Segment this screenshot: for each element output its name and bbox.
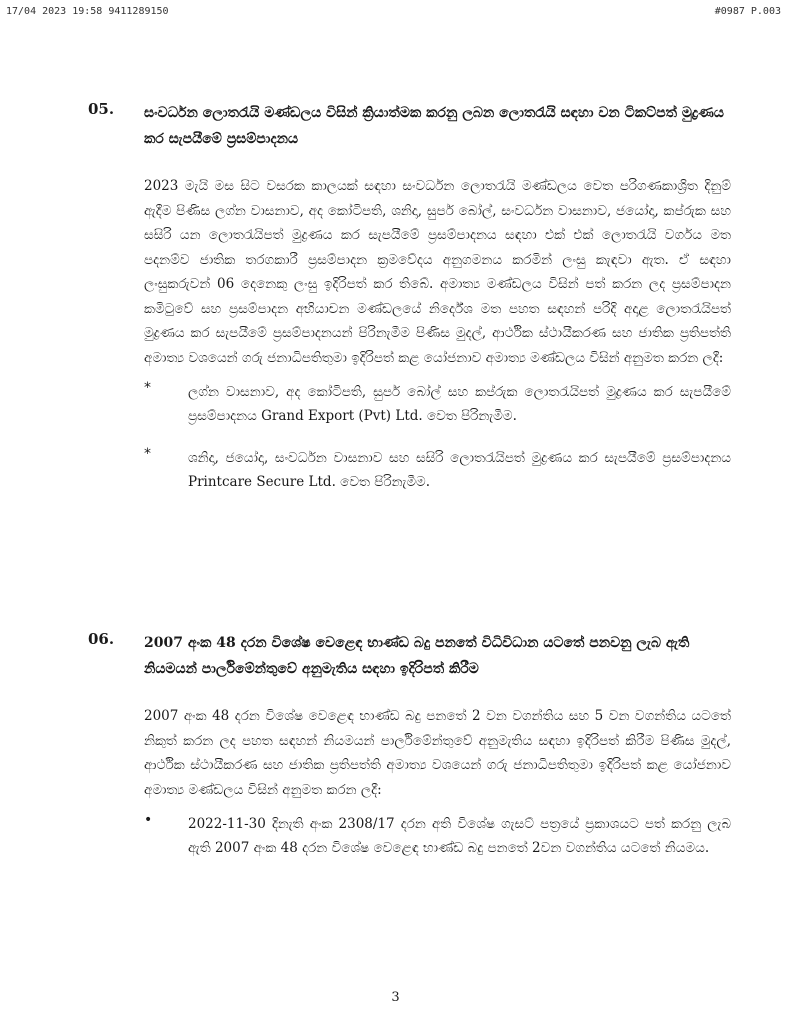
section-body: 2007 අංක 48 දරන විශේෂ වෙළෙඳ භාණ්ඩ බදු පනතේ 2 වන වගන්තිය සහ 5 වන වගන්තිය යටතේ නිකුත් කරන ලද පහත සඳහන් නියමයන් පාර්ලිමේන්තුවේ අනුමැතිය සඳහා ඉදිරිපත් කිරීම පිණිස මුදල්, ආර්ථික ස්ථායීකරණ සහ ජාතික ප්‍රතිපත්ති අමාත්‍ය වශයෙන් ගරු ජනාධිපතිතුමා ඉදිරිපත් කළ යෝජනාව අමාත්‍ය මණ්ඩලය විසින් අනුමත කරන ලදී: bbox=[144, 708, 731, 798]
bullet-text: 2022-11-30 දිනැති අංක 2308/17 දරන අති විශේෂ ගැසට් පත්‍රයේ ප්‍රකාශයට පත් කරනු ලැබ ඇති 2007 අංක 48 දරන විශේෂ වෙළෙඳ භාණ්ඩ බදු පනතේ 2වන වගන්තිය යටතේ නියමය. bbox=[188, 816, 731, 856]
section-number: 05. bbox=[88, 100, 115, 118]
bullet-dot: • bbox=[144, 812, 153, 828]
list-item bbox=[144, 812, 731, 860]
bullet-list bbox=[144, 380, 731, 494]
bullet-asterisk: * bbox=[144, 380, 151, 396]
list-item bbox=[144, 446, 731, 494]
section-number: 06. bbox=[88, 630, 115, 648]
section-body: 2023 මැයි මස සිට වසරක කාලයක් සඳහා සංවර්ධන ලොතරැයි මණ්ඩලය වෙත පරිගණකාශ්‍රිත දිනුම් ඇදීම පිණිස ලග්න වාසනාව, අද කෝටිපති, ශනිදා, සුපර් බෝල්, සංවර්ධන වාසනාව, ජයෝදා, කප්රුක සහ සසිරි යන ලොතරැයිපත් මුද්‍රණය කර සැපයීමේ ප්‍රසම්පාදනය සඳහා එක් එක් ලොතරැයි වර්ගය මත පදනම්ව ජාතික තරගකාරී ප්‍රසම්පාදන ක්‍රමවේදය අනුගමනය කරමින් ලංසු කැඳවා ඇත. ඒ සඳහා ලංසුකරුවන් 06 දෙනෙකු ලංසු ඉදිරිපත් කර තිබේ. අමාත්‍ය මණ්ඩලය විසින් පත් කරන ලද ප්‍රසම්පාදන කමිටුවේ සහ ප්‍රසම්පාදන අභියාචන මණ්ඩලයේ නිර්දේශ මත පහත සඳහන් පරිදි අදාළ ලොතරැයිපත් මුද්‍රණය කර සැපයීමේ ප්‍රසම්පාදනයන් පිරිනැමීම පිණිස මුදල්, ආර්ථික ස්ථායීකරණ සහ ජාතික ප්‍රතිපත්ති අමාත්‍ය වශයෙන් ගරු ජනාධිපතිතුමා ඉදිරිපත් කළ යෝජනාව අමාත්‍ය මණ්ඩලය විසින් අනුමත කරන ලදී: bbox=[144, 178, 731, 366]
section-06 bbox=[88, 630, 731, 878]
list-item bbox=[144, 380, 731, 428]
bullet-text: ලග්න වාසනාව, අද කෝටිපති, සුපර් බෝල් සහ කප්රුක ලොතරැයිපත් මුද්‍රණය කර සැපයීමේ ප්‍රසම්පාදනය Grand Export (Pvt) Ltd. වෙත පිරිනැමීම. bbox=[188, 384, 731, 424]
bullet-text: ශනිදා, ජයෝදා, සංවර්ධන වාසනාව සහ සසිරි ලොතරැයිපත් මුද්‍රණය කර සැපයීමේ ප්‍රසම්පාදනය Printcare Secure Ltd. වෙත පිරිනැමීම. bbox=[188, 450, 731, 490]
fax-header-left: 17/04 2023 19:58 9411289150 bbox=[6, 6, 169, 17]
section-05 bbox=[88, 100, 731, 512]
section-title: සංවර්ධන ලොතරැයි මණ්ඩලය විසින් ක්‍රියාත්මක කරනු ලබන ලොතරැයි සඳහා වන ටිකට්පත් මුද්‍රණය කර සැපයීමේ ප්‍රසම්පාදනය bbox=[144, 105, 724, 147]
bullet-list bbox=[144, 812, 731, 860]
section-title: 2007 අංක 48 දරන විශේෂ වෙළෙඳ භාණ්ඩ බදු පනතේ විධිවිධාන යටතේ පනවනු ලැබ ඇති නියමයන් පාර්ලිමේන්තුවේ අනුමැතිය සඳහා ඉදිරිපත් කිරීම bbox=[144, 635, 690, 677]
fax-header-right: #0987 P.003 bbox=[714, 6, 781, 17]
bullet-asterisk: * bbox=[144, 446, 151, 462]
fax-header bbox=[6, 6, 781, 17]
page-number: 3 bbox=[391, 990, 400, 1005]
